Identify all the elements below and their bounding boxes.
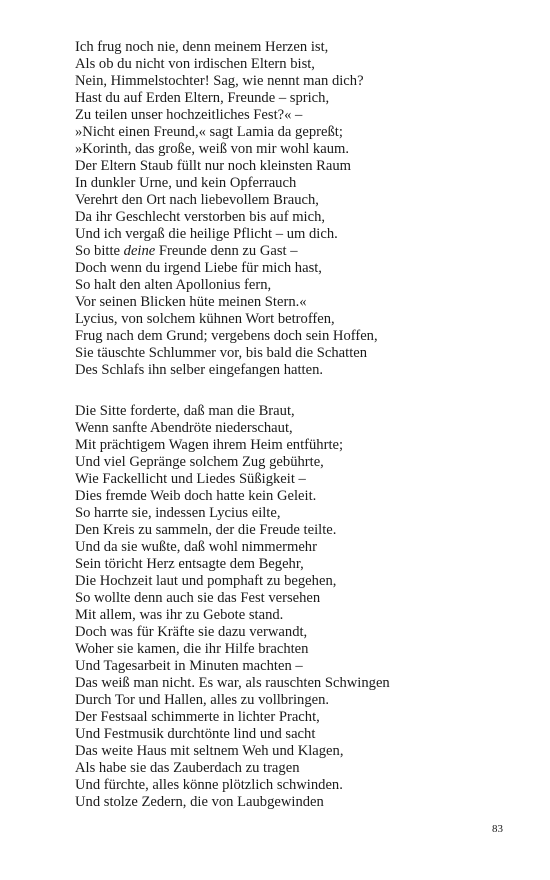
- poem-line: Das weite Haus mit seltnem Weh und Klagen,: [75, 743, 344, 759]
- poem-line: Und da sie wußte, daß wohl nimmermehr: [75, 539, 317, 555]
- poem-line: Und viel Gepränge solchem Zug gebührte,: [75, 454, 324, 470]
- poem-line-text: Freunde denn zu Gast –: [155, 243, 298, 259]
- poem-line: Zu teilen unser hochzeitliches Fest?« –: [75, 107, 303, 123]
- poem-line: Woher sie kamen, die ihr Hilfe brachten: [75, 641, 309, 657]
- poem-line: Lycius, von solchem kühnen Wort betroffen,: [75, 311, 335, 327]
- poem-line: [75, 243, 515, 260]
- poem-line: Mit allem, was ihr zu Gebote stand.: [75, 607, 284, 623]
- poem-line: Doch was für Kräfte sie dazu verwandt,: [75, 624, 308, 640]
- poem-line: Ich frug noch nie, denn meinem Herzen ist,: [75, 39, 329, 55]
- poem-line: Des Schlafs ihn selber eingefangen hatten.: [75, 362, 324, 378]
- stanza-1: [75, 39, 515, 379]
- poem-line: Hast du auf Erden Eltern, Freunde – sprich,: [75, 90, 330, 106]
- poem-line: Wenn sanfte Abendröte niederschaut,: [75, 420, 293, 436]
- poem-line: Die Sitte forderte, daß man die Braut,: [75, 403, 295, 419]
- poem-line: Sein töricht Herz entsagte dem Begehr,: [75, 556, 304, 572]
- poem-line: So wollte denn auch sie das Fest versehen: [75, 590, 321, 606]
- poem-line: Den Kreis zu sammeln, der die Freude teilte.: [75, 522, 337, 538]
- poem-line: So halt den alten Apollonius fern,: [75, 277, 272, 293]
- poem-line: »Korinth, das große, weiß von mir wohl kaum.: [75, 141, 349, 157]
- stanza-2: [75, 403, 515, 811]
- poem-line-text: So bitte: [75, 243, 124, 259]
- poem-line: Der Eltern Staub füllt nur noch kleinsten Raum: [75, 158, 352, 174]
- poem-line: Und Tagesarbeit in Minuten machten –: [75, 658, 303, 674]
- poem-line: Als ob du nicht von irdischen Eltern bist,: [75, 56, 315, 72]
- poem-line: Als habe sie das Zauberdach zu tragen: [75, 760, 300, 776]
- poem-line: Das weiß man nicht. Es war, als rauschten Schwingen: [75, 675, 390, 691]
- poem-line: »Nicht einen Freund,« sagt Lamia da gepreßt;: [75, 124, 343, 140]
- poem-line: Durch Tor und Hallen, alles zu vollbringen.: [75, 692, 330, 708]
- poem-line: Und ich vergaß die heilige Pflicht – um dich.: [75, 226, 338, 242]
- poem-line: Und Festmusik durchtönte lind und sacht: [75, 726, 316, 742]
- emphasized-word: deine: [123, 243, 156, 259]
- poem-line: Und stolze Zedern, die von Laubgewinden: [75, 794, 324, 810]
- poem-line: Und fürchte, alles könne plötzlich schwinden.: [75, 777, 343, 793]
- poem-line: Die Hochzeit laut und pomphaft zu begehen,: [75, 573, 337, 589]
- poem-line: Mit prächtigem Wagen ihrem Heim entführte;: [75, 437, 344, 453]
- poem-line: Sie täuschte Schlummer vor, bis bald die Schatten: [75, 345, 368, 361]
- poem-line: Verehrt den Ort nach liebevollem Brauch,: [75, 192, 319, 208]
- poem-line: Doch wenn du irgend Liebe für mich hast,: [75, 260, 322, 276]
- page-number: 83: [492, 823, 503, 835]
- poem-line: Dies fremde Weib doch hatte kein Geleit.: [75, 488, 317, 504]
- poem-line: Da ihr Geschlecht verstorben bis auf mich,: [75, 209, 326, 225]
- poem-line: Nein, Himmelstochter! Sag, wie nennt man dich?: [75, 73, 364, 89]
- poem-line: Wie Fackellicht und Liedes Süßigkeit –: [75, 471, 306, 487]
- poem-line: Frug nach dem Grund; vergebens doch sein Hoffen,: [75, 328, 378, 344]
- poem-line: So harrte sie, indessen Lycius eilte,: [75, 505, 281, 521]
- poem-line: Der Festsaal schimmerte in lichter Pracht,: [75, 709, 320, 725]
- poem-line: In dunkler Urne, und kein Opferrauch: [75, 175, 297, 191]
- poem-line: Vor seinen Blicken hüte meinen Stern.«: [75, 294, 307, 310]
